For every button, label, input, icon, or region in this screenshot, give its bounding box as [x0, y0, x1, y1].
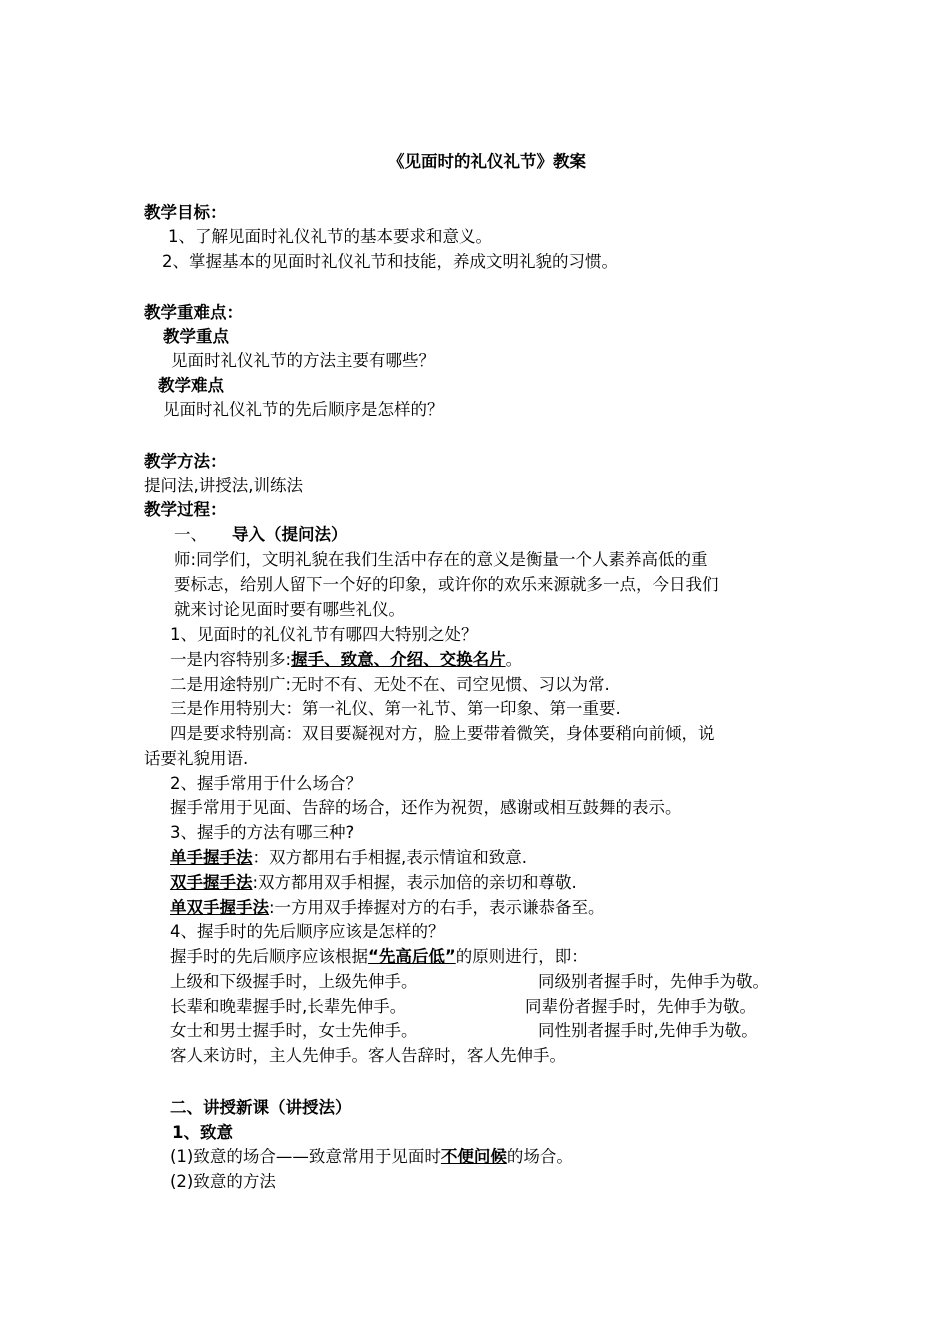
methods: 提问法,讲授法,训练法 — [144, 476, 303, 495]
answer-4-prefix: 握手时的先后顺序应该根据 — [170, 947, 368, 966]
difficulty-heading: 教学难点 — [158, 376, 224, 395]
rule-1a: 上级和下级握手时，上级先伸手。 — [170, 972, 418, 991]
process-heading: 教学过程： — [144, 500, 227, 519]
key-heading: 教学重难点： — [144, 303, 243, 322]
rule-2a: 长辈和晚辈握手时,长辈先伸手。 — [170, 997, 407, 1016]
teacher-line-3: 就来讨论见面时要有哪些礼仪。 — [174, 600, 405, 619]
point-1-prefix: 一是内容特别多: — [170, 650, 292, 669]
goal-2: 2、掌握基本的见面时礼仪礼节和技能，养成文明礼貌的习惯。 — [162, 252, 618, 271]
method-single-double-label: 单双手握手法 — [170, 898, 269, 917]
greeting-occasion-key: 不便问候 — [440, 1147, 507, 1166]
question-1: 1、见面时的礼仪礼节有哪四大特别之处？ — [170, 625, 478, 644]
intro-title: 导入（提问法） — [232, 525, 348, 544]
point-1 — [170, 649, 522, 671]
intro-num: 一、 — [174, 525, 207, 544]
section-2-heading: 二、讲授新课（讲授法） — [170, 1098, 352, 1117]
difficulty: 见面时礼仪礼节的先后顺序是怎样的？ — [163, 400, 444, 419]
rule-3a: 女士和男士握手时，女士先伸手。 — [170, 1021, 418, 1040]
goals-heading: 教学目标： — [144, 203, 227, 222]
section-2-1-heading: 1、致意 — [172, 1123, 233, 1142]
point-3: 三是作用特别大：第一礼仪、第一礼节、第一印象、第一重要. — [170, 699, 621, 718]
question-3: 3、握手的方法有哪三种? — [170, 823, 355, 842]
method-single-text: ：双方都用右手相握,表示情谊和致意. — [252, 848, 527, 867]
point-4-line-2: 话要礼貌用语. — [144, 749, 249, 768]
point-1-suffix: 。 — [505, 650, 523, 669]
rule-1b: 同级别者握手时，先伸手为敬。 — [538, 972, 769, 991]
answer-4-key: “先高后低” — [368, 947, 456, 966]
greeting-method: (2)致意的方法 — [170, 1172, 276, 1191]
method-single-double — [170, 897, 605, 919]
method-single — [170, 847, 527, 869]
teacher-line-1: 师:同学们，文明礼貌在我们生活中存在的意义是衡量一个人素养高低的重 — [174, 550, 708, 569]
greeting-occasion-prefix: (1)致意的场合——致意常用于见面时 — [170, 1147, 441, 1166]
rule-2b: 同辈份者握手时，先伸手为敬。 — [525, 997, 756, 1016]
answer-2: 握手常用于见面、告辞的场合，还作为祝贺，感谢或相互鼓舞的表示。 — [170, 798, 682, 817]
goal-1: 1、了解见面时礼仪礼节的基本要求和意义。 — [168, 227, 492, 246]
point-4-line-1: 四是要求特别高：双目要凝视对方，脸上要带着微笑，身体要稍向前倾，说 — [170, 724, 715, 743]
key-point: 见面时礼仪礼节的方法主要有哪些？ — [171, 351, 435, 370]
method-double-text: :双方都用双手相握，表示加倍的亲切和尊敬. — [252, 873, 577, 892]
method-double — [170, 872, 577, 894]
rule-4: 客人来访时，主人先伸手。客人告辞时，客人先伸手。 — [170, 1046, 566, 1065]
method-double-label: 双手握手法 — [170, 873, 253, 892]
key-point-heading: 教学重点 — [163, 327, 229, 346]
method-single-label: 单手握手法 — [170, 848, 253, 867]
method-heading: 教学方法： — [144, 452, 227, 471]
question-2: 2、握手常用于什么场合？ — [170, 774, 362, 793]
point-1-items: 握手、致意、介绍、交换名片 — [291, 650, 506, 669]
rule-3b: 同性别者握手时,先伸手为敬。 — [538, 1021, 758, 1040]
teacher-line-2: 要标志，给别人留下一个好的印象，或许你的欢乐来源就多一点，今日我们 — [174, 575, 719, 594]
document-title: 《见面时的礼仪礼节》教案 — [388, 152, 586, 171]
answer-4 — [170, 946, 588, 968]
answer-4-suffix: 的原则进行，即： — [455, 947, 588, 966]
point-2: 二是用途特别广:无时不有、无处不在、司空见惯、习以为常. — [170, 675, 610, 694]
greeting-occasion — [170, 1146, 573, 1168]
question-4: 4、握手时的先后顺序应该是怎样的？ — [170, 922, 445, 941]
method-single-double-text: :一方用双手捧握对方的右手，表示谦恭备至。 — [269, 898, 605, 917]
greeting-occasion-suffix: 的场合。 — [506, 1147, 573, 1166]
